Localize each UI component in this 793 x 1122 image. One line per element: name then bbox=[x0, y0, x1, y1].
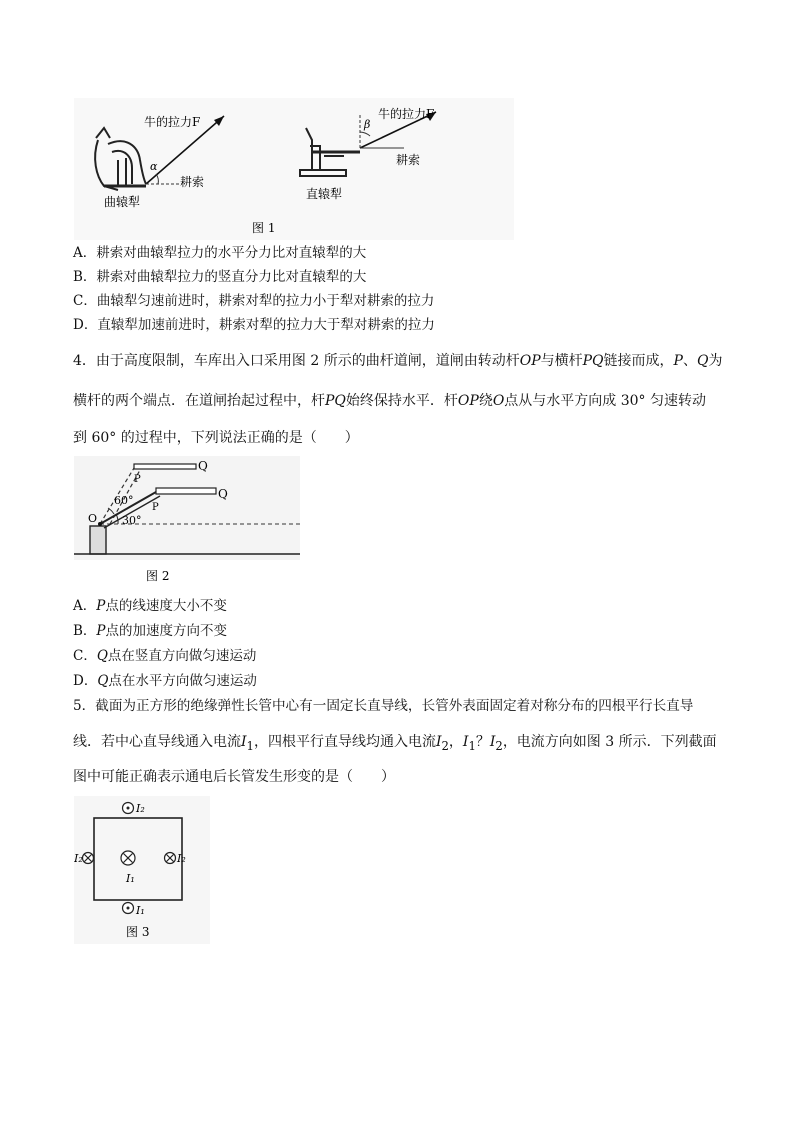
figure-1-drawing bbox=[74, 98, 514, 240]
q4-option-c: C．Q点在竖直方向做匀速运动 bbox=[73, 648, 257, 664]
label-i2-top: I₂ bbox=[136, 802, 145, 815]
q3-option-c: C．曲辕犁匀速前进时，耕索对犁的拉力小于犁对耕索的拉力 bbox=[73, 293, 435, 309]
figure-1 bbox=[74, 98, 514, 240]
label-i1-bottom: I₁ bbox=[136, 904, 145, 917]
rod-pq-mid bbox=[156, 488, 216, 494]
figure-2-drawing bbox=[74, 456, 300, 586]
figure-3 bbox=[74, 796, 210, 944]
label-p-top: P bbox=[134, 474, 141, 485]
label-q-mid: Q bbox=[218, 487, 228, 501]
q4-stem-line-2: 横杆的两个端点．在道闸抬起过程中，杆PQ始终保持水平．杆OP绕O点从与水平方向成 30° 匀速转动 bbox=[73, 393, 707, 409]
curved-rope-label: 耕索 bbox=[180, 175, 205, 189]
figure-2-caption: 图 2 bbox=[146, 569, 170, 583]
curved-force-label: 牛的拉力F bbox=[144, 115, 201, 129]
figure-2 bbox=[74, 456, 300, 586]
q5-stem-line-2: 线．若中心直导线通入电流$I_1$，四根平行直导线均通入电流$I_2$，$I_1$？$I_2$，电流方向如图 3 所示．下列截面 bbox=[73, 734, 717, 753]
curved-angle-label: α bbox=[150, 160, 158, 173]
q4-option-b: B．P点的加速度方向不变 bbox=[73, 623, 228, 639]
straight-rope-label: 耕索 bbox=[396, 153, 421, 167]
straight-force-label: 牛的拉力F bbox=[378, 107, 435, 121]
label-q-top: Q bbox=[198, 459, 208, 473]
q4-option-d: D．Q点在水平方向做匀速运动 bbox=[73, 673, 257, 689]
barrier-post bbox=[90, 526, 106, 554]
label-i1-center: I₁ bbox=[126, 872, 135, 885]
wire-bottom-out-icon bbox=[123, 903, 134, 914]
wire-right-in-icon bbox=[165, 853, 176, 864]
q3-option-a: A．耕索对曲辕犁拉力的水平分力比对直辕犁的大 bbox=[73, 245, 367, 261]
wire-top-out-icon bbox=[123, 803, 134, 814]
q3-option-d: D．直辕犁加速前进时，耕索对犁的拉力大于犁对耕索的拉力 bbox=[73, 317, 435, 333]
label-o: O bbox=[88, 512, 98, 525]
label-p-mid: P bbox=[152, 502, 159, 513]
label-i2-right: I₂ bbox=[177, 852, 186, 865]
q4-stem-line-1: 4．由于高度限制，车库出入口采用图 2 所示的曲杆道闸，道闸由转动杆OP与横杆PQ链接而成，P、Q为 bbox=[73, 353, 723, 369]
q4-stem-line-3: 到 60° 的过程中，下列说法正确的是（ ） bbox=[73, 430, 359, 446]
label-angle-30: 30° bbox=[122, 514, 142, 527]
label-angle-60: 60° bbox=[114, 494, 134, 507]
wire-center-in-icon bbox=[121, 851, 135, 865]
straight-plough-label: 直辕犁 bbox=[306, 187, 343, 201]
q3-option-b: B．耕索对曲辕犁拉力的竖直分力比对直辕犁的大 bbox=[73, 269, 367, 285]
rod-pq-top bbox=[134, 464, 196, 469]
q5-stem-line-3: 图中可能正确表示通电后长管发生形变的是（ ） bbox=[73, 769, 395, 785]
figure-3-caption: 图 3 bbox=[126, 925, 150, 939]
label-i2-left: I₂ bbox=[74, 852, 83, 865]
straight-angle-label: β bbox=[364, 118, 371, 131]
figure-3-drawing bbox=[74, 796, 210, 944]
wire-left-in-icon bbox=[83, 853, 94, 864]
q4-option-a: A．P点的线速度大小不变 bbox=[73, 598, 227, 614]
q5-stem-line-1: 5．截面为正方形的绝缘弹性长管中心有一固定长直导线，长管外表面固定着对称分布的四根平行长直导 bbox=[73, 698, 694, 714]
curved-plough-label: 曲辕犁 bbox=[104, 195, 141, 209]
figure-1-caption: 图 1 bbox=[252, 221, 276, 235]
